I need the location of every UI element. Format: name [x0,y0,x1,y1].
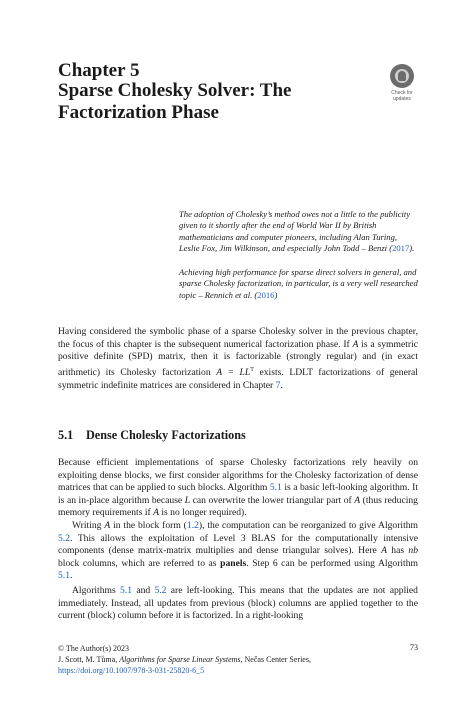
copyright-notice: © The Author(s) 2023 [58,644,130,653]
chapter-title: Sparse Cholesky Solver: The Factorization Phase [58,80,292,123]
intro-paragraph: Having considered the symbolic phase of a sparse Cholesky solver in the previous chapter, the focus of this chapter is the subsequent numerical factorization phase. If A is a symmetric positive definite (SPD) matrix, then it is factorizable (strongly regular) and (in exact arithmetic) its Cholesky factorization $A = LL^T$ exists. LDLT factorizations of general symmetric indefinite matrices are considered in Chapter 7. [58,326,418,391]
section-number: 5.1 [58,428,74,442]
chapter-label: Chapter 5 [58,60,140,81]
algorithm-ref-link[interactable]: 5.2 [154,585,167,596]
badge-text: Check for updates [391,90,413,102]
algorithm-ref-link[interactable]: 5.1 [269,482,282,494]
page-number: 73 [410,643,418,652]
paragraph-3: Writing A in the block form (1.2), the computation can be reorganized to give Algorithm 5.2. This allows the exploitation of Level 3 BLAS for the computationally intensive components (dense matrix-matrix multiplies and dense triangular solves). Here A has nb block columns, which are referred to as panels. Step 6 can be performed using Algorithm 5.1. [58,520,418,582]
paragraph-4: Algorithms 5.1 and 5.2 are left-looking. This means that the updates are not applied immediately. Instead, all updates from previous (block) columns are applied together to the current (block) column before it is factorized. In a right-looking [58,585,418,622]
citation-link[interactable]: 2016 [257,289,275,300]
epigraph-2: Achieving high performance for sparse direct solvers in general, and sparse Cholesky factorization, in particular, is a very well researched topic – Rennich et al. (2016) [179,267,418,300]
chapter-ref-link[interactable]: 7 [275,379,281,391]
doi-link[interactable]: https://doi.org/10.1007/978-3-031-25820-6_5 [58,666,205,675]
check-for-updates-icon [390,64,414,88]
algorithm-ref-link[interactable]: 5.1 [58,570,70,582]
algorithm-ref-link[interactable]: 5.1 [120,585,133,596]
section-heading [58,428,246,443]
algorithm-ref-link[interactable]: 5.2 [58,532,70,544]
citation-line: J. Scott, M. Tůma, Algorithms for Sparse Linear Systems, Nečas Center Series, [58,655,311,664]
paragraph-2: Because efficient implementations of sparse Cholesky factorizations rely heavily on exploiting dense blocks, we first consider algorithms for the Cholesky factorization of dense matrices that can be applied to such blocks. Algorithm 5.1 is a basic left-looking algorithm. It is an in-place algorithm because L can overwrite the lower triangular part of A (thus reducing memory requirements if A is no longer required). [58,457,418,519]
citation-link[interactable]: 2017 [392,242,410,253]
check-for-updates-badge[interactable] [382,64,422,108]
section-title: Dense Cholesky Factorizations [86,428,246,442]
equation-ref-link[interactable]: 1.2 [186,520,199,531]
epigraph-1: The adoption of Cholesky’s method owes not a little to the publicity given to it shortly after the end of World War II by British mathematicians and computer pioneers, including Alan Turing, Leslie Fox, Jim Wilkinson, and especially John Todd – Benzi (2017). [179,209,415,253]
